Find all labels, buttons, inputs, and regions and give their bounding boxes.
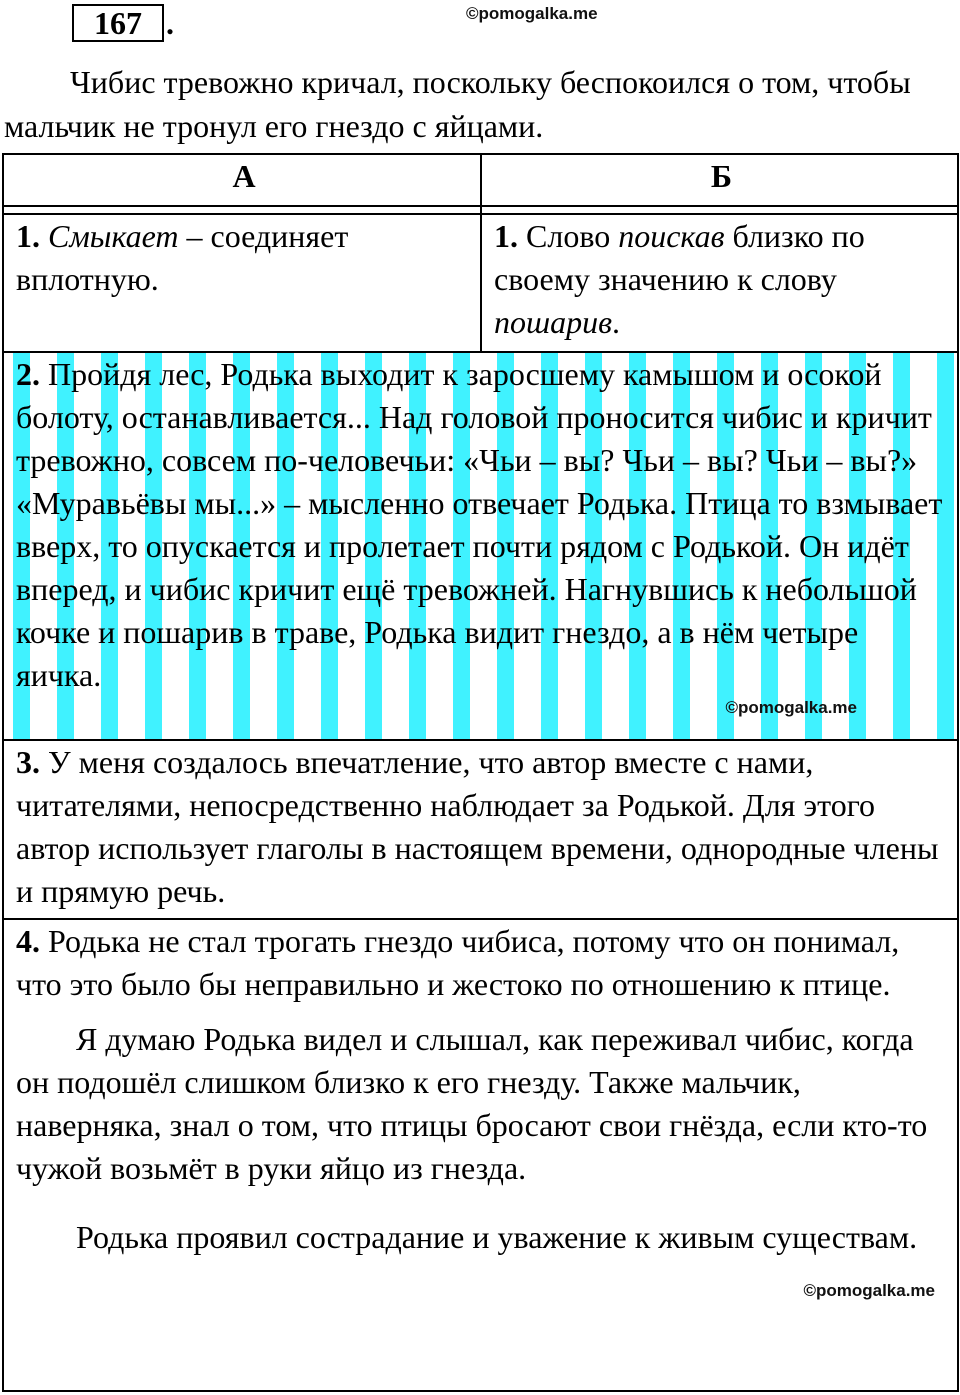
- table-header: [3, 154, 958, 206]
- p2-text: Пройдя лес, Родька выходит к заросшему камышом и осокой болоту, останавливается... Над головой проносится чибис и кричит тревожно, совсем по-человечьи: «Чьи – вы? Чьи – вы? Чьи – вы?» «Муравьёвы мы...» – мысленно отвечает Родька. Птица то взмывает вверх, то опускается и пролетает почти рядом с Родькой. Он идёт вперед, и чибис кричит ещё тревожней. Нагнувшись к небольшой кочке и пошарив в траве, Родька видит гнездо, а в нём четыре яичка.: [16, 356, 943, 693]
- cell-b1: [481, 214, 958, 352]
- column-b-header: Б: [481, 154, 958, 206]
- b1-post: .: [612, 304, 621, 340]
- b1-pre: Слово: [518, 218, 619, 254]
- p4-part3: [16, 1216, 949, 1259]
- cell-3: [3, 740, 958, 919]
- watermark-top: ©pomogalka.me: [466, 4, 598, 23]
- analysis-table: [2, 153, 959, 1392]
- p3-number: 3.: [16, 744, 40, 780]
- watermark-middle: ©pomogalka.me: [725, 698, 857, 717]
- b1-term1: поискав: [618, 218, 725, 254]
- intro-text: Чибис тревожно кричал, поскольку беспокоился о том, чтобы мальчик не тронул его гнездо с яйцами.: [4, 64, 911, 144]
- p4-number: 4.: [16, 923, 40, 959]
- task-number-text: 167: [94, 5, 142, 41]
- column-a-header: А: [3, 154, 481, 206]
- cell-2: [3, 352, 958, 740]
- a1-text: – соединяет вплотную.: [16, 218, 349, 297]
- watermark-bottom: ©pomogalka.me: [803, 1281, 935, 1300]
- task-number: 167 .: [72, 4, 164, 42]
- p4-part2: [16, 1018, 949, 1190]
- intro-paragraph: [4, 60, 954, 148]
- a1-number: 1.: [16, 218, 40, 254]
- p2-number: 2.: [16, 356, 40, 392]
- p4-text1: Родька не стал трогать гнездо чибиса, потому что он понимал, что это было бы неправильно и жестоко по отношению к птице.: [16, 923, 900, 1002]
- b1-term2: пошарив: [494, 304, 613, 340]
- p4-part1: [16, 920, 949, 1006]
- p4-text2: Я думаю Родька видел и слышал, как переживал чибис, когда он подошёл слишком близко к его гнезду. Также мальчик, наверняка, знал о том, что птицы бросают свои гнёзда, если кто-то чужой возьмёт в руки яйцо из гнезда.: [16, 1021, 928, 1186]
- p3-text: У меня создалось впечатление, что автор вместе с нами, читателями, непосредственно наблюдает за Родькой. Для этого автор использует глаголы в настоящем времени, однородные члены и прямую речь.: [16, 744, 939, 909]
- a1-term: Смыкает: [48, 218, 179, 254]
- p4-text3: Родька проявил сострадание и уважение к живым существам.: [76, 1219, 918, 1255]
- paragraph-2: [16, 353, 949, 697]
- b1-number: 1.: [494, 218, 518, 254]
- cell-4: [3, 919, 958, 1391]
- b1-mid: близко по своему значению к слову: [494, 218, 865, 297]
- cell-a1: [3, 214, 481, 352]
